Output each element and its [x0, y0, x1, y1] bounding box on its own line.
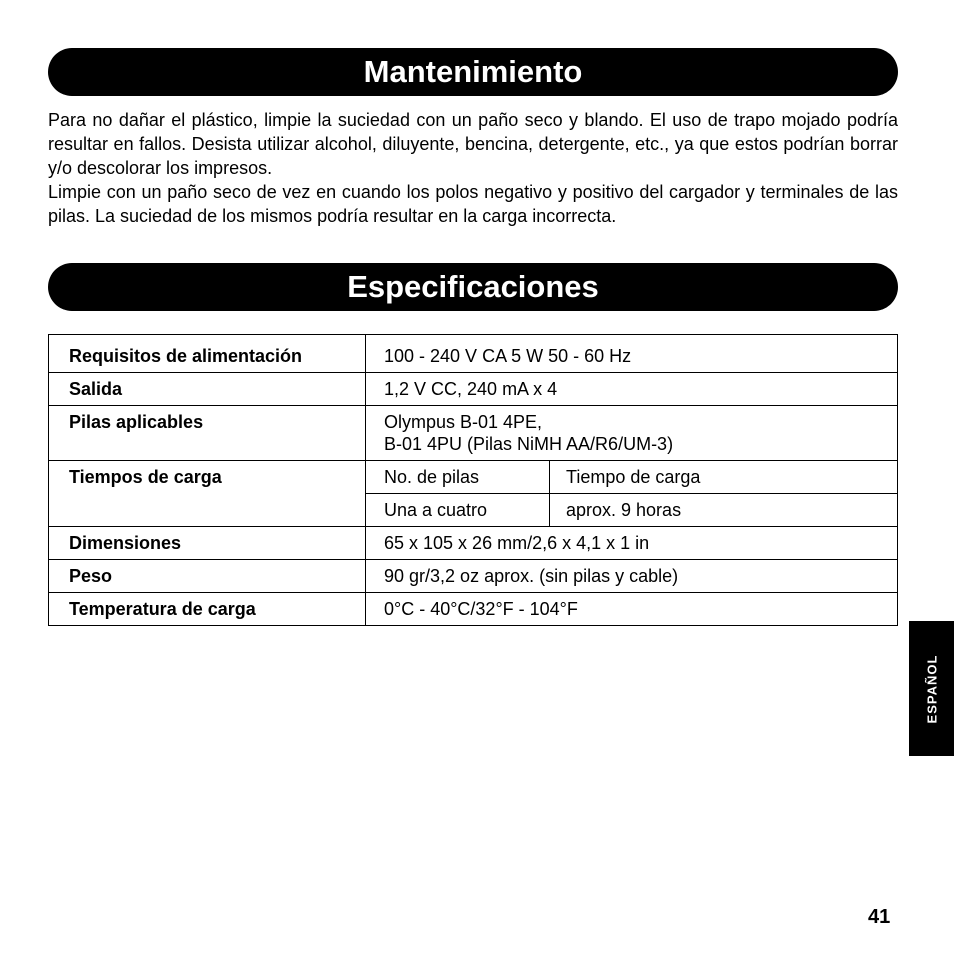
spec-label: Temperatura de carga — [49, 593, 366, 626]
spec-value — [366, 406, 898, 461]
maintenance-heading: Mantenimiento — [48, 48, 898, 96]
spec-value: 100 - 240 V CA 5 W 50 - 60 Hz — [366, 335, 898, 373]
spec-row-dimensions — [49, 527, 898, 560]
spec-value: 90 gr/3,2 oz aprox. (sin pilas y cable) — [366, 560, 898, 593]
spec-value: 65 x 105 x 26 mm/2,6 x 4,1 x 1 in — [366, 527, 898, 560]
spec-label: Requisitos de alimentación — [49, 335, 366, 373]
spec-label: Peso — [49, 560, 366, 593]
specifications-table — [48, 334, 898, 626]
spec-value-line: Olympus B-01 4PE, — [384, 412, 543, 432]
spec-subheader-batteries: No. de pilas — [366, 461, 550, 494]
spec-row-weight — [49, 560, 898, 593]
spec-value: 1,2 V CC, 240 mA x 4 — [366, 373, 898, 406]
spec-row-output — [49, 373, 898, 406]
spec-row-temperature — [49, 593, 898, 626]
spec-row-power — [49, 335, 898, 373]
spec-label: Tiempos de carga — [49, 461, 366, 527]
maintenance-paragraph-1: Para no dañar el plástico, limpie la suciedad con un paño seco y blando. El uso de trapo mojado podría resultar en fallos. Desista utilizar alcohol, diluyente, bencina, detergente, etc., ya que estos podrían borrar y/o descolorar los impresos. — [48, 110, 898, 178]
spec-value-line: B-01 4PU (Pilas NiMH AA/R6/UM-3) — [384, 434, 674, 454]
spec-subheader-time: Tiempo de carga — [550, 461, 898, 494]
spec-label: Salida — [49, 373, 366, 406]
spec-row-batteries — [49, 406, 898, 461]
spec-label: Dimensiones — [49, 527, 366, 560]
spec-subvalue-batteries: Una a cuatro — [366, 494, 550, 527]
spec-value: 0°C - 40°C/32°F - 104°F — [366, 593, 898, 626]
language-tab-label: ESPAÑOL — [924, 654, 939, 723]
language-tab — [909, 621, 954, 756]
spec-label: Pilas aplicables — [49, 406, 366, 461]
page-number: 41 — [868, 906, 891, 928]
spec-subvalue-time: aprox. 9 horas — [550, 494, 898, 527]
spec-row-charge-times-header — [49, 461, 898, 494]
maintenance-paragraph-2: Limpie con un paño seco de vez en cuando los polos negativo y positivo del cargador y terminales de las pilas. La suciedad de los mismos podría resultar en la carga incorrecta. — [48, 182, 898, 226]
specifications-heading: Especificaciones — [48, 263, 898, 311]
